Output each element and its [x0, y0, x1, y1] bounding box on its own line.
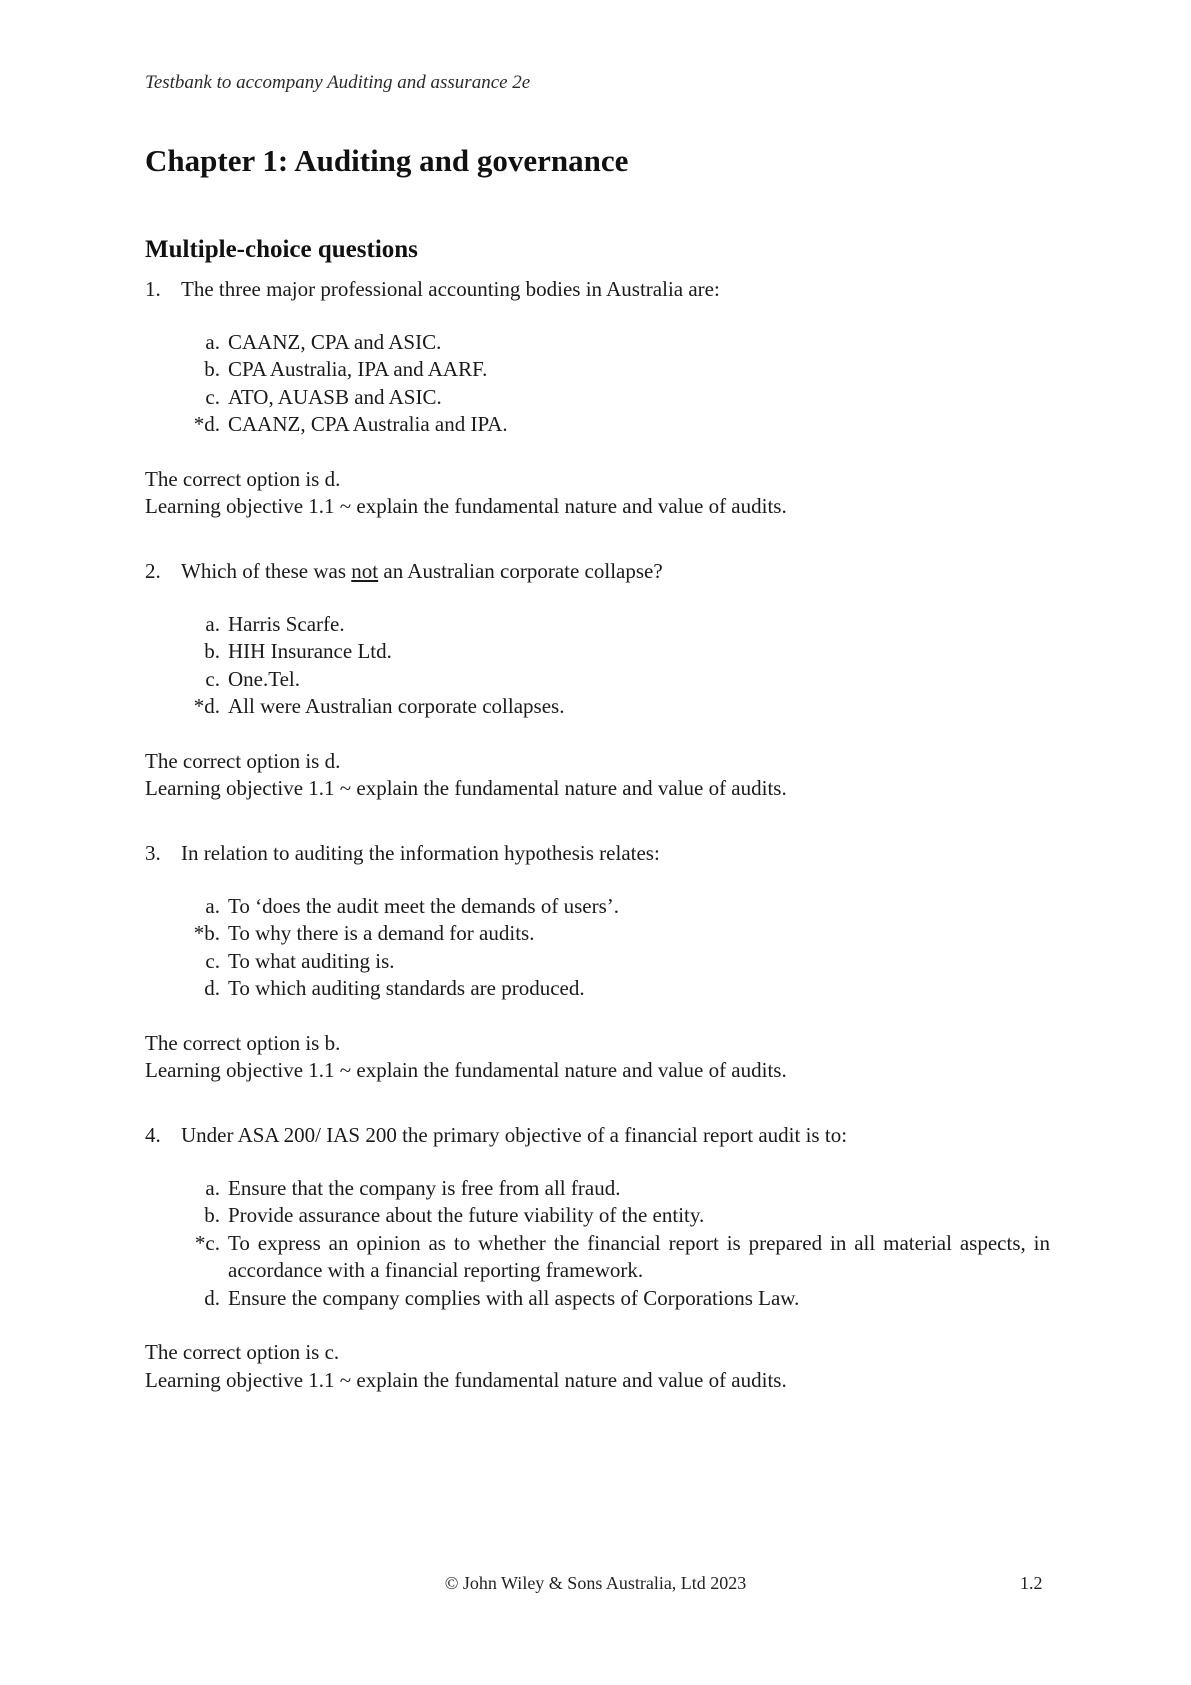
option-item: [188, 384, 1050, 412]
question-number: 4.: [145, 1123, 161, 1147]
option-letter: d.: [204, 976, 220, 1000]
option-text: ATO, AUASB and ASIC.: [228, 384, 442, 409]
option-text: Ensure that the company is free from all fraud.: [228, 1175, 621, 1200]
option-letter: a.: [205, 1175, 220, 1200]
footer-copyright: © John Wiley & Sons Australia, Ltd 2023: [444, 1573, 747, 1593]
option-item: [188, 638, 1050, 666]
learning-objective: Learning objective 1.1 ~ explain the fundamental nature and value of audits.: [145, 494, 787, 518]
question-stem: [145, 558, 1050, 586]
option-text: To ‘does the audit meet the demands of users’.: [228, 893, 620, 918]
option-item: [188, 611, 1050, 639]
option-letter: *d.: [193, 412, 220, 436]
question-number: 2.: [145, 559, 161, 583]
question-text: Under ASA 200/ IAS 200 the primary objective of a financial report audit is to:: [181, 1123, 848, 1147]
question-3: [145, 840, 1050, 1085]
chapter-title: Chapter 1: Auditing and governance: [145, 143, 629, 178]
question-number: 1.: [145, 277, 161, 301]
option-letter: d.: [204, 1285, 220, 1310]
option-text: Ensure the company complies with all aspects of Corporations Law.: [228, 1285, 800, 1310]
correct-answer: The correct option is d.: [145, 466, 341, 491]
option-letter: b.: [204, 357, 220, 381]
option-text: One.Tel.: [228, 666, 301, 691]
correct-answer: The correct option is c.: [145, 1340, 340, 1364]
question-number: 3.: [145, 841, 161, 865]
option-item: [188, 1202, 1050, 1230]
option-letter: a.: [205, 611, 220, 636]
option-letter: a.: [205, 329, 220, 354]
question-1: [145, 276, 1050, 521]
question-stem: [145, 276, 1050, 304]
option-list: [145, 329, 1050, 439]
option-item: [188, 1175, 1050, 1203]
option-text: To what auditing is.: [228, 948, 395, 973]
question-text: In relation to auditing the information hypothesis relates:: [181, 841, 660, 865]
option-text: CAANZ, CPA and ASIC.: [228, 329, 442, 354]
option-list: [145, 1175, 1050, 1313]
option-letter: c.: [205, 384, 220, 409]
learning-objective: Learning objective 1.1 ~ explain the fundamental nature and value of audits.: [145, 1058, 787, 1082]
option-text: CPA Australia, IPA and AARF.: [228, 357, 488, 381]
option-item-correct: [188, 1230, 1050, 1285]
option-item: [188, 893, 1050, 921]
option-letter: b.: [204, 639, 220, 663]
question-text-underlined: not: [351, 559, 379, 583]
question-4: [145, 1122, 1050, 1394]
option-letter: c.: [205, 666, 220, 691]
option-text: To which auditing standards are produced.: [228, 976, 585, 1000]
option-item: [188, 666, 1050, 694]
learning-objective: Learning objective 1.1 ~ explain the fundamental nature and value of audits.: [145, 1367, 787, 1392]
option-letter: *d.: [193, 694, 220, 718]
learning-objective: Learning objective 1.1 ~ explain the fundamental nature and value of audits.: [145, 776, 787, 800]
option-text: To express an opinion as to whether the financial report is prepared in all material aspects, in accordance with a financial reporting framework.: [228, 1230, 1050, 1282]
section-title: Multiple-choice questions: [145, 236, 418, 263]
option-item-correct: [188, 411, 1050, 439]
option-item-correct: [188, 693, 1050, 721]
option-text: CAANZ, CPA Australia and IPA.: [228, 412, 508, 436]
option-item: [188, 975, 1050, 1003]
option-item: [188, 356, 1050, 384]
option-item: [188, 329, 1050, 357]
option-letter: *b.: [193, 921, 220, 945]
option-text: To why there is a demand for audits.: [228, 921, 535, 945]
option-letter: b.: [204, 1203, 220, 1227]
option-item-correct: [188, 920, 1050, 948]
option-list: [145, 611, 1050, 721]
option-text: All were Australian corporate collapses.: [228, 694, 565, 718]
option-letter: c.: [205, 948, 220, 973]
correct-answer: The correct option is d.: [145, 748, 341, 773]
question-stem: [145, 840, 1050, 868]
option-letter: *c.: [194, 1230, 220, 1255]
option-text: Provide assurance about the future viability of the entity.: [228, 1203, 705, 1227]
question-text-start: Which of these was: [181, 559, 352, 583]
option-text: HIH Insurance Ltd.: [228, 639, 392, 663]
running-header: Testbank to accompany Auditing and assurance 2e: [145, 72, 531, 93]
question-text: The three major professional accounting bodies in Australia are:: [181, 277, 720, 301]
correct-answer: The correct option is b.: [145, 1030, 341, 1055]
option-item: [188, 1285, 1050, 1313]
option-text: Harris Scarfe.: [228, 611, 345, 636]
question-text-end: an Australian corporate collapse?: [378, 559, 663, 583]
question-stem: [145, 1122, 1050, 1150]
option-letter: a.: [205, 893, 220, 918]
option-list: [145, 893, 1050, 1003]
question-2: [145, 558, 1050, 803]
page-number: 1.2: [1020, 1573, 1043, 1593]
option-item: [188, 948, 1050, 976]
